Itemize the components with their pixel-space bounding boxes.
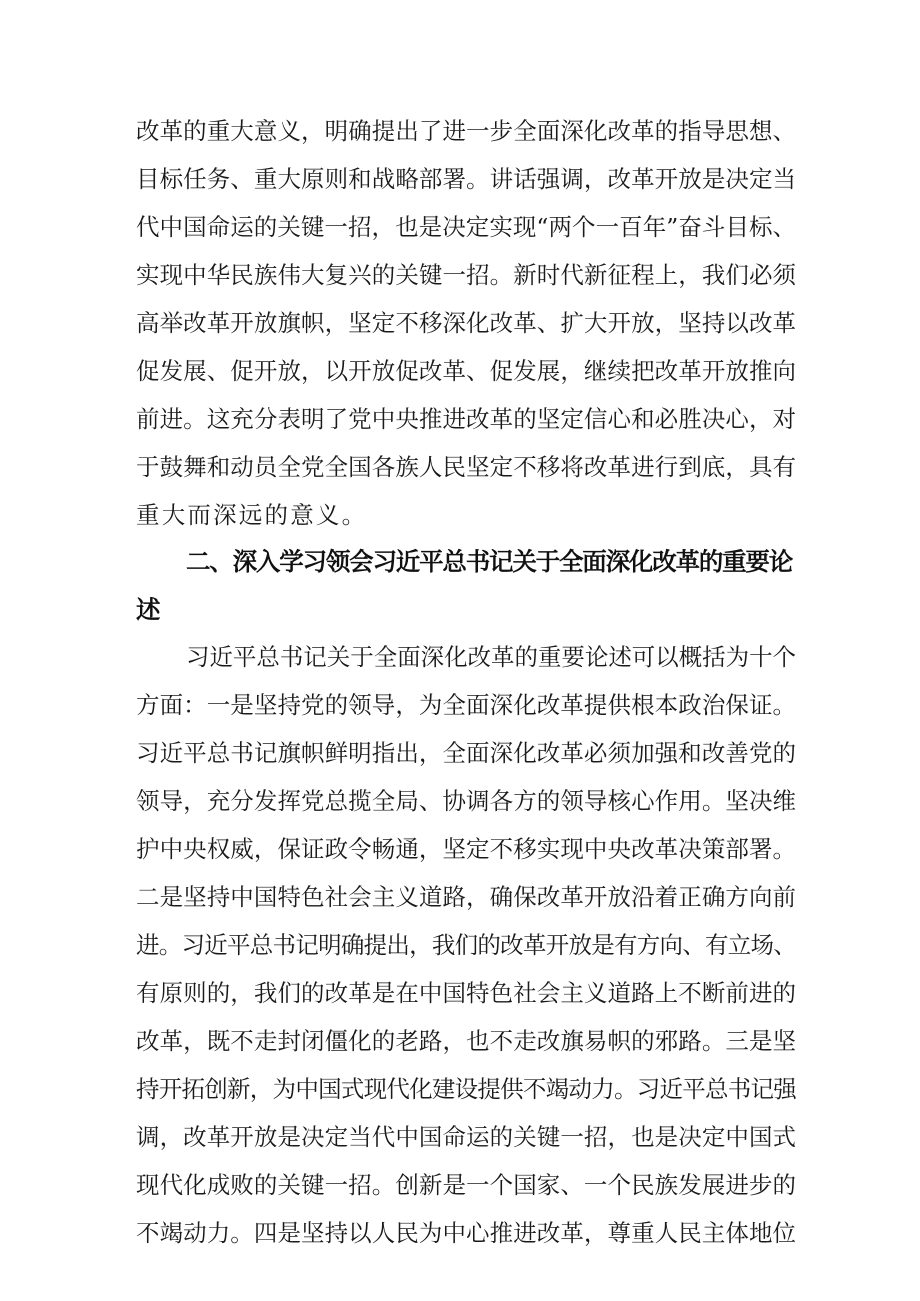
paragraph-1-line-9: 重大而深远的意义。 [136, 501, 368, 529]
section-heading-line-2: 述 [136, 595, 161, 624]
paragraph-1-line-1: 改革的重大意义，明确提出了进一步全面深化改革的指导思想、 [136, 117, 796, 145]
section-heading-line-1: 二、深入学习领会习近平总书记关于全面深化改革的重要论 [186, 547, 792, 576]
paragraph-2-line-4: 领导，充分发挥党总揽全局、协调各方的领导核心作用。坚决维 [136, 787, 796, 815]
paragraph-2-line-10: 持开拓创新，为中国式现代化建设提供不竭动力。习近平总书记强 [136, 1075, 796, 1103]
paragraph-2-line-9: 改革，既不走封闭僵化的老路，也不走改旗易帜的邪路。三是坚 [136, 1027, 796, 1055]
paragraph-2-line-12: 现代化成败的关键一招。创新是一个国家、一个民族发展进步的 [136, 1171, 796, 1199]
paragraph-1-line-4: 实现中华民族伟大复兴的关键一招。新时代新征程上，我们必须 [136, 261, 796, 289]
paragraph-1-line-2: 目标任务、重大原则和战略部署。讲话强调，改革开放是决定当 [136, 165, 796, 193]
paragraph-2-line-13: 不竭动力。四是坚持以人民为中心推进改革，尊重人民主体地位 [136, 1219, 796, 1247]
paragraph-2-line-2: 方面：一是坚持党的领导，为全面深化改革提供根本政治保证。 [136, 691, 796, 719]
paragraph-1-line-7: 前进。这充分表明了党中央推进改革的坚定信心和必胜决心，对 [136, 405, 796, 433]
paragraph-2-line-11: 调，改革开放是决定当代中国命运的关键一招，也是决定中国式 [136, 1123, 796, 1151]
paragraph-2-line-5: 护中央权威，保证政令畅通，坚定不移实现中央改革决策部署。 [136, 835, 796, 863]
paragraph-1-line-5: 高举改革开放旗帜，坚定不移深化改革、扩大开放，坚持以改革 [136, 309, 796, 337]
paragraph-2-line-3: 习近平总书记旗帜鲜明指出，全面深化改革必须加强和改善党的 [136, 739, 796, 767]
paragraph-2-line-7: 进。习近平总书记明确提出，我们的改革开放是有方向、有立场、 [136, 931, 796, 959]
paragraph-1-line-8: 于鼓舞和动员全党全国各族人民坚定不移将改革进行到底，具有 [136, 453, 796, 481]
paragraph-2-line-8: 有原则的，我们的改革是在中国特色社会主义道路上不断前进的 [136, 979, 796, 1007]
paragraph-1-line-6: 促发展、促开放，以开放促改革、促发展，继续把改革开放推向 [136, 357, 796, 385]
paragraph-2-line-1: 习近平总书记关于全面深化改革的重要论述可以概括为十个 [186, 643, 796, 671]
paragraph-2-line-6: 二是坚持中国特色社会主义道路，确保改革开放沿着正确方向前 [136, 883, 796, 911]
paragraph-1-line-3: 代中国命运的关键一招，也是决定实现“两个一百年”奋斗目标、 [136, 213, 796, 241]
